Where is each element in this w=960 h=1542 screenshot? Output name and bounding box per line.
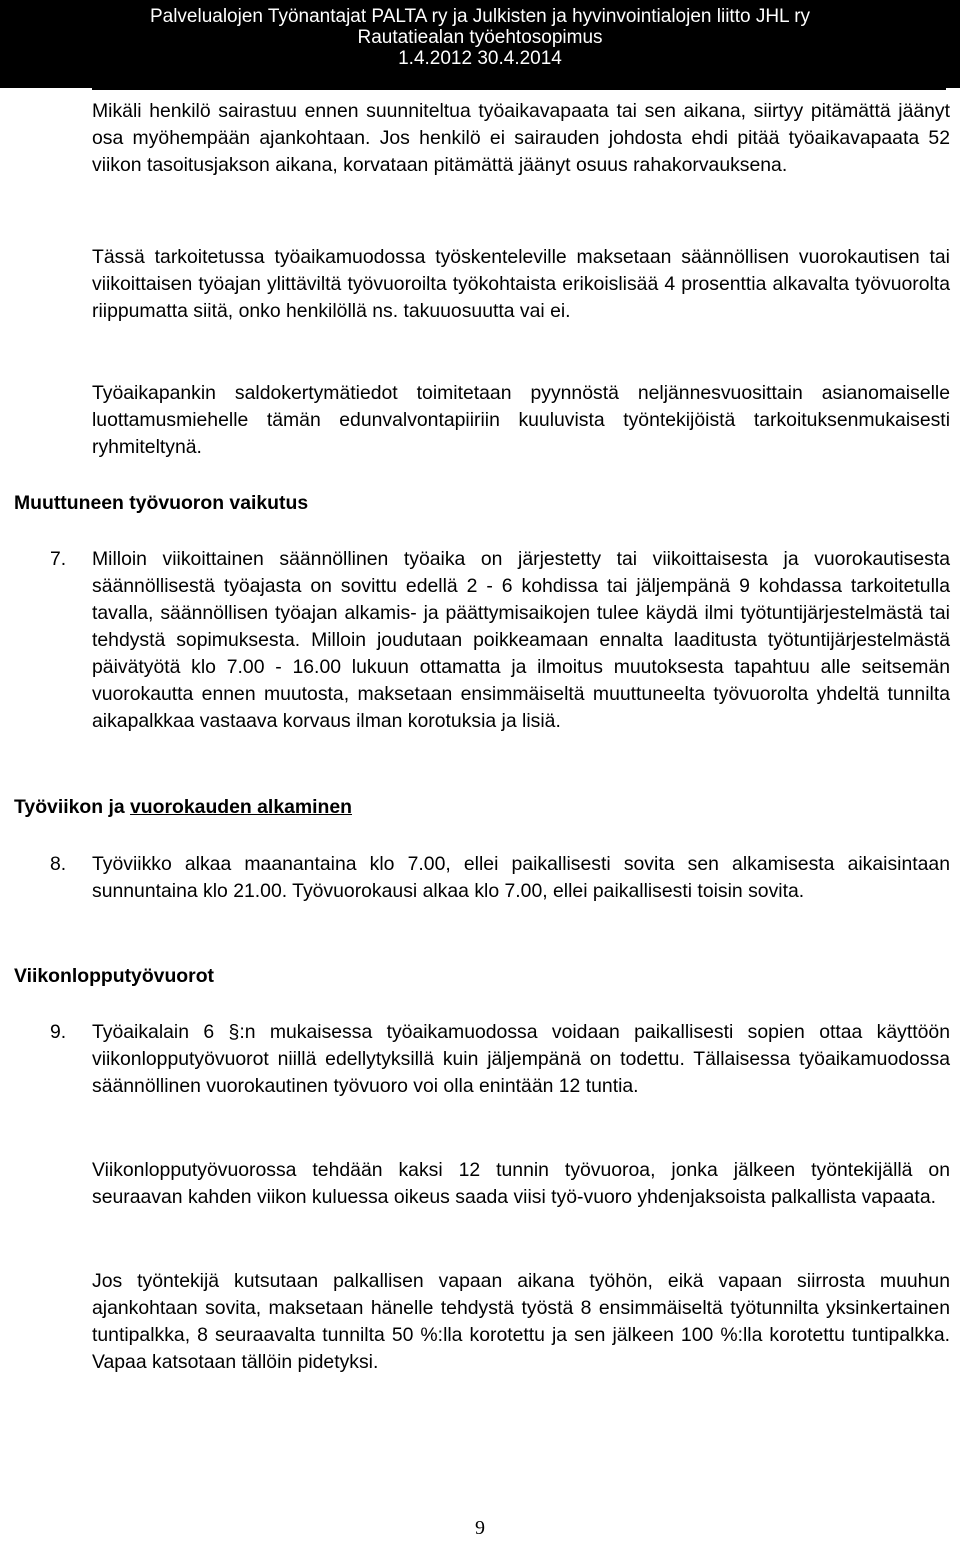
paragraph-special-allowance: Tässä tarkoitetussa työaikamuodossa työskenteleville maksetaan säännöllisen vuorokautisen tai viikoittaisen työajan ylittäviltä työvuoroilta työkohtaista erikoislisää 4 prosenttia alkavalta työvuorolta riippumatta siitä, onko henkilöllä ns. takuuosuutta vai ei.: [92, 246, 950, 322]
section-text-7: Milloin viikoittainen säännöllinen työaika on järjestetty tai viikoittaisesta ja vuorokautisesta säännöllisestä työajasta on sovittu edellä 2 - 6 kohdissa tai jäljempänä 9 kohdassa tarkoitetulla tavalla, säännöllisen työajan alkamis- ja päättymisaikojen tulee käydä ilmi työtuntijärjestelmästä tai tehdystä sopimuksesta. Milloin joudutaan poikkeamaan ennalta laaditusta työtuntijärjestelmästä päivätyötä klo 7.00 - 16.00 lukuun ottamatta ja ilmoitus muutoksesta tapahtuu alle seitsemän vuorokautta ennen muutosta, maksetaan ensimmäiseltä muuttuneelta työvuorolta yhdeltä tunnilta aikapalkkaa vastaava korvaus ilman korotuksia ja lisiä.: [92, 548, 950, 732]
heading-part: Työviikon ja: [14, 796, 125, 818]
paragraph-sickness: Mikäli henkilö sairastuu ennen suunniteltua työaikavapaata tai sen aikana, siirtyy pitämättä jäänyt osa myöhempään ajankohtaan. Jos henkilö ei sairauden johdosta ehdi pitää työaikavapaata 52 viikon tasoitusjakson aikana, korvataan pitämättä jäänyt osuus rahakorvauksena.: [92, 100, 950, 176]
paragraph-time-bank: Työaikapankin saldokertymätiedot toimitetaan pyynnöstä neljännesvuosittain asianomaiselle luottamusmiehelle tämän edunvalvontapiiriin kuuluvista työntekijöistä tarkoituksenmukaisesti ryhmiteltynä.: [92, 382, 950, 458]
section-heading-changed-shift: Muuttuneen työvuoron vaikutus: [14, 492, 309, 514]
section-number-8: 8.: [50, 853, 67, 875]
section-text-8: Työviikko alkaa maanantaina klo 7.00, ellei paikallisesti sovita sen alkamisesta aikaisintaan sunnuntaina klo 21.00. Työvuorokausi alkaa klo 7.00, ellei paikallisesti toisin sovita.: [92, 853, 950, 902]
page-number: 9: [475, 1517, 485, 1539]
heading-part-underlined: vuorokauden alkaminen: [130, 796, 352, 818]
section-text-9-weekend-shift: Viikonlopputyövuorossa tehdään kaksi 12 tunnin työvuoroa, jonka jälkeen työntekijällä on seuraavan kahden viikon kuluessa oikeus saada viisi työ-vuoro yhdenjaksoista palkallista vapaata.: [92, 1159, 950, 1208]
header-organizations: Palvelualojen Työnantajat PALTA ry ja Julkisten ja hyvinvointialojen liitto JHL ry: [149, 6, 811, 27]
section-number-9: 9.: [50, 1021, 67, 1043]
section-number-7: 7.: [50, 548, 67, 570]
header-validity-period: 1.4.2012 30.4.2014: [398, 48, 562, 69]
section-text-9: Työaikalain 6 §:n mukaisessa työaikamuodossa voidaan paikallisesti sopien ottaa käyttöön viikonlopputyövuorot niillä edellytyksillä kuin jäljempänä on todettu. Tällaisessa työaikamuodossa säännöllinen vuorokautinen työvuoro voi olla enintään 12 tuntia.: [92, 1021, 950, 1097]
section-heading-weekend-shifts: Viikonlopputyövuorot: [14, 965, 215, 987]
page-header: [0, 0, 960, 88]
section-heading-week-start: [14, 796, 352, 819]
header-divider: [92, 88, 946, 90]
section-text-9-call-in: Jos työntekijä kutsutaan palkallisen vapaan aikana työhön, eikä vapaan siirrosta muuhun ajankohtaan sovita, maksetaan hänelle tehdystä työstä 8 ensimmäiseltä työtunnilta yksinkertainen tuntipalkka, 8 seuraavalta tunnilta 50 %:lla korotettu ja sen jälkeen 100 %:lla korotettu tuntipalkka. Vapaa katsotaan tällöin pidetyksi.: [92, 1270, 950, 1373]
header-agreement-title: Rautatiealan työehtosopimus: [357, 27, 603, 48]
